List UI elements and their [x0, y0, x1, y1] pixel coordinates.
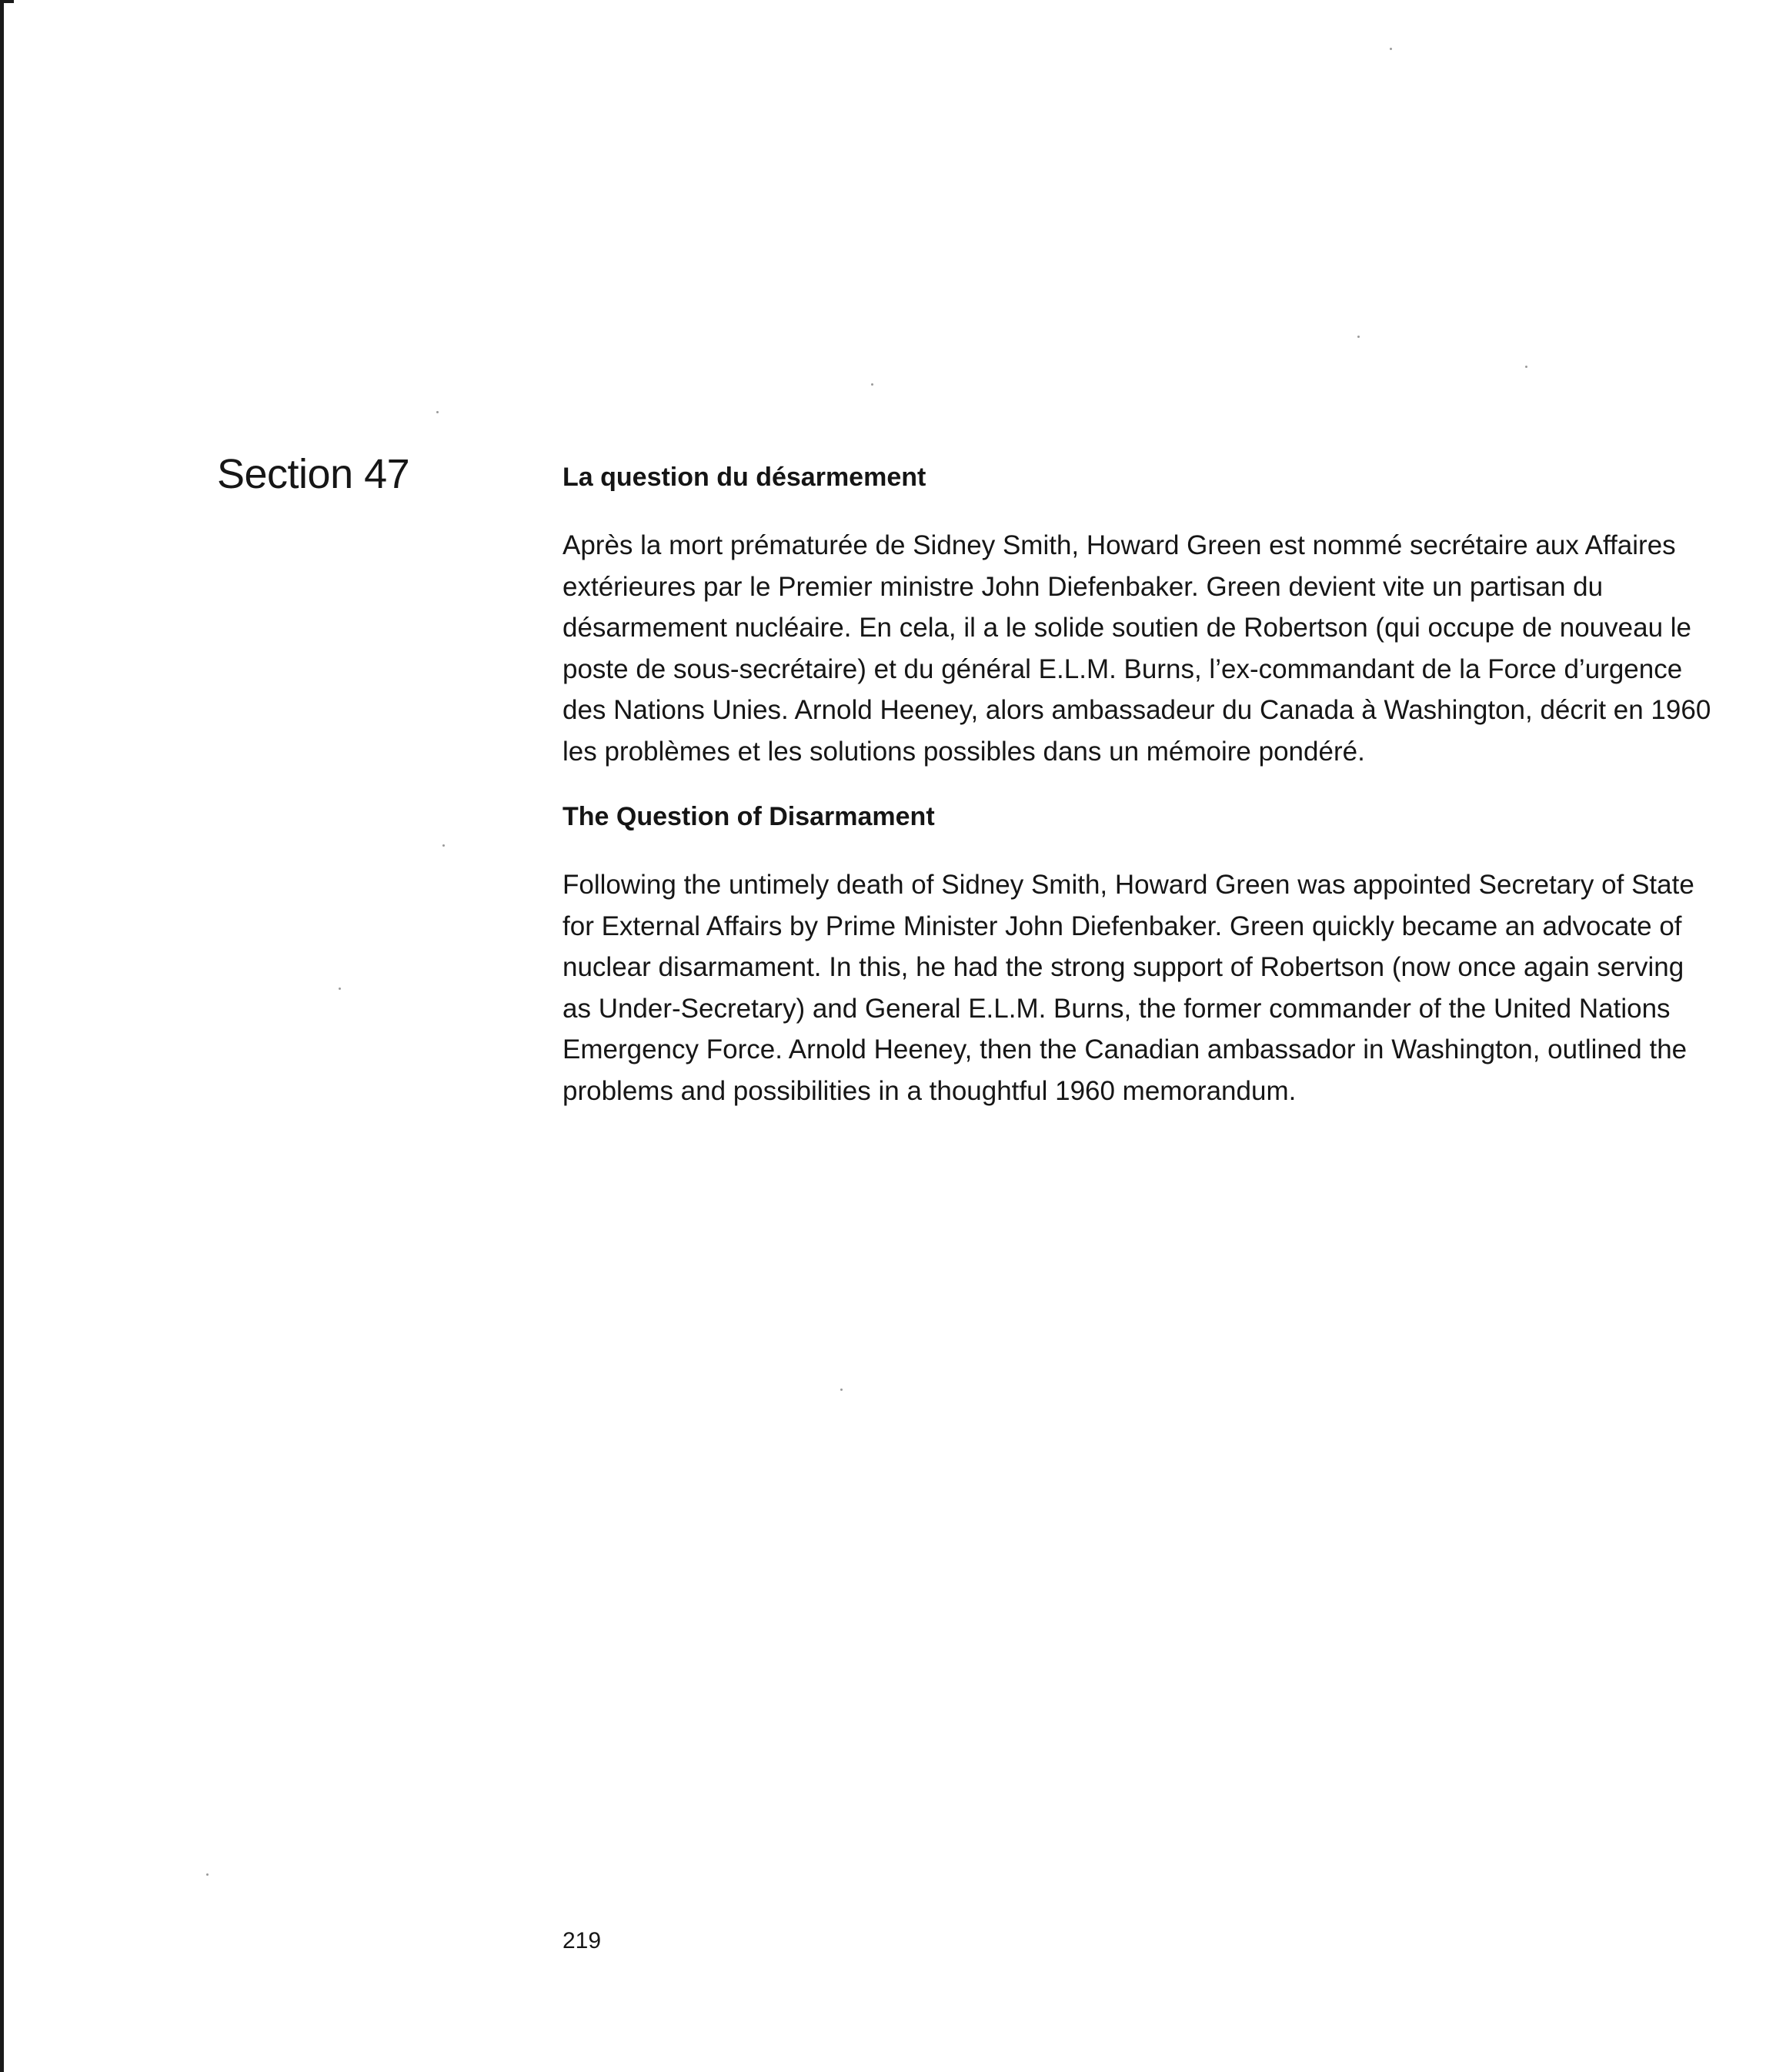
- paragraph-line: poste de sous-secrétaire) et du général E.L.M. Burns, l’ex-commandant de la Force d’urgence: [563, 653, 1683, 684]
- paragraph-line: nuclear disarmament. In this, he had the strong support of Robertson (now once again serving: [563, 952, 1684, 982]
- paragraph-line: désarmement nucléaire. En cela, il a le solide soutien de Robertson (qui occupe de nouveau le: [563, 613, 1692, 643]
- french-paragraph: [563, 525, 1717, 772]
- english-paragraph: [563, 864, 1717, 1111]
- section-label: Section 47: [217, 451, 410, 497]
- english-heading: The Question of Disarmament: [563, 802, 935, 831]
- french-heading: La question du désarmement: [563, 463, 926, 492]
- scan-speck: [206, 1873, 209, 1876]
- paragraph-line: problems and possibilities in a thoughtful 1960 memorandum.: [563, 1075, 1297, 1106]
- scan-speck: [442, 844, 445, 847]
- scan-speck: [871, 383, 873, 386]
- paragraph-line: les problèmes et les solutions possibles dans un mémoire pondéré.: [563, 736, 1365, 767]
- scan-speck: [436, 411, 439, 413]
- paragraph-line: Following the untimely death of Sidney Smith, Howard Green was appointed Secretary of State: [563, 870, 1694, 900]
- paragraph-line: extérieures par le Premier ministre John Diefenbaker. Green devient vite un partisan du: [563, 571, 1604, 602]
- scan-speck: [1357, 336, 1360, 338]
- paragraph-line: Emergency Force. Arnold Heeney, then the Canadian ambassador in Washington, outlined the: [563, 1034, 1688, 1064]
- scan-speck: [1525, 366, 1527, 368]
- page-binding-edge: [0, 0, 4, 2072]
- page-number: 219: [563, 1928, 602, 1953]
- paragraph-line: des Nations Unies. Arnold Heeney, alors ambassadeur du Canada à Washington, décrit en 1960: [563, 695, 1711, 725]
- scan-speck: [1390, 48, 1392, 50]
- paragraph-line: as Under-Secretary) and General E.L.M. Burns, the former commander of the United Nations: [563, 993, 1671, 1024]
- paragraph-line: for External Affairs by Prime Minister John Diefenbaker. Green quickly became an advocate of: [563, 911, 1682, 941]
- scan-speck: [840, 1389, 843, 1391]
- section-content: [563, 460, 1717, 1111]
- paragraph-line: Après la mort prématurée de Sidney Smith, Howard Green est nommé secrétaire aux Affaires: [563, 530, 1676, 560]
- corner-mark: [0, 0, 14, 3]
- scan-speck: [339, 988, 341, 990]
